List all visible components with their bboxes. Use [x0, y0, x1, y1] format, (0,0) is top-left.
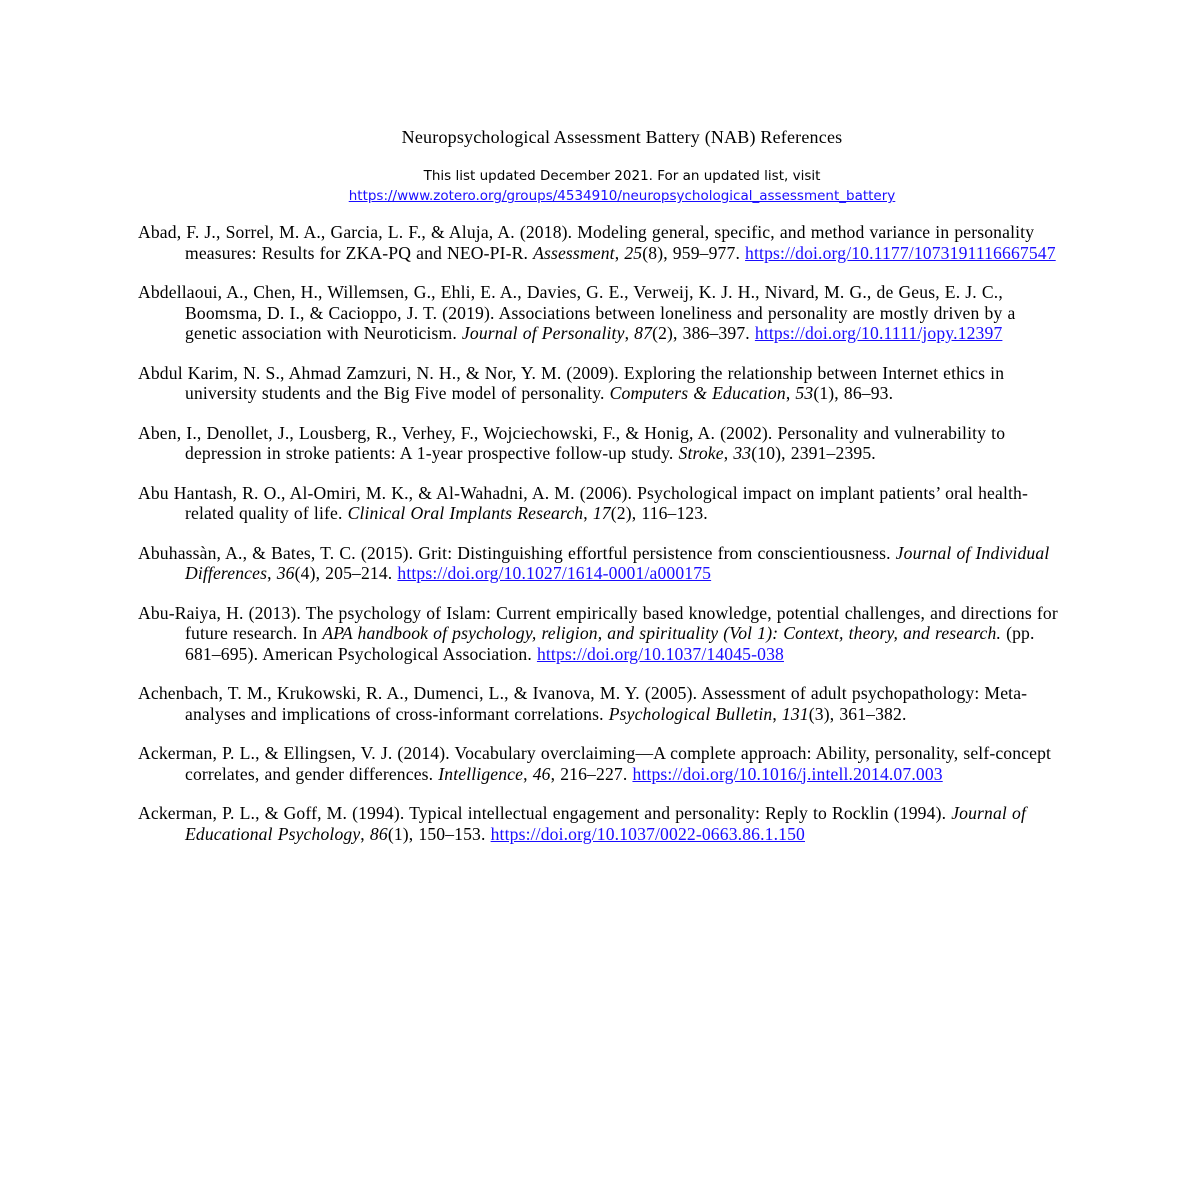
zotero-group-link[interactable]: https://www.zotero.org/groups/4534910/neuropsychological_assessment_battery	[348, 188, 896, 204]
reference-doi-link[interactable]: https://doi.org/10.1111/jopy.12397	[754, 323, 1003, 343]
reference-item: Abu Hantash, R. O., Al-Omiri, M. K., & Al-Wahadni, A. M. (2006). Psychological impact on implant patients’ oral health-related quality of life. Clinical Oral Implants Research, 17(2), 116–123.	[138, 482, 1028, 523]
reference-details: (4), 205–214.	[294, 563, 398, 583]
reference-doi-link[interactable]: https://doi.org/10.1016/j.intell.2014.07.003	[632, 763, 943, 784]
reference-doi-link[interactable]: https://doi.org/10.1177/1073191116667547	[745, 242, 1056, 263]
reference-item	[138, 603, 1062, 665]
reference-source: Intelligence	[438, 763, 524, 784]
reference-source: Journal of Personality	[461, 323, 625, 343]
reference-details: (1), 150–153.	[387, 823, 491, 844]
reference-details: (2), 386–397.	[652, 323, 755, 343]
reference-details: , 216–227.	[550, 763, 633, 784]
reference-list	[138, 222, 1062, 863]
reference-citation: Abdellaoui, A., Chen, H., Willemsen, G., Ehli, E. A., Davies, G. E., Verweij, K. J. H., Nivard, M. G., de Geus, E. J. C., Boomsma, D. I., & Cacioppo, J. T. (2019). Associations between loneliness and personality are mostly driven by a genetic association with Neuroticism.	[138, 282, 1016, 343]
reference-source: Clinical Oral Implants Research	[347, 503, 584, 523]
reference-details: (10), 2391–2395.	[751, 443, 876, 463]
reference-item: Ackerman, P. L., & Goff, M. (1994). Typical intellectual engagement and personality: Reply to Rocklin (1994). Journal of Educational Psychology, 86(1), 150–153. https://doi.org/10.1037/0022-0663.86.1.150	[138, 803, 1027, 844]
reference-citation: Abdul Karim, N. S., Ahmad Zamzuri, N. H., & Nor, Y. M. (2009). Exploring the relationship between Internet ethics in university students and the Big Five model of personality.	[138, 362, 1005, 403]
update-note	[0, 166, 1200, 206]
reference-source: Journal of Individual Differences	[185, 542, 1050, 583]
reference-citation: Abuhassàn, A., & Bates, T. C. (2015). Grit: Distinguishing effortful persistence from conscientiousness.	[138, 542, 896, 563]
reference-item: Abdellaoui, A., Chen, H., Willemsen, G., Ehli, E. A., Davies, G. E., Verweij, K. J. H., Nivard, M. G., de Geus, E. J. C., Boomsma, D. I., & Cacioppo, J. T. (2019). Associations between loneliness and personality are mostly driven by a genetic association with Neuroticism. Journal of Personality, 87(2), 386–397. https://doi.org/10.1111/jopy.12397	[138, 282, 1016, 343]
reference-item: Aben, I., Denollet, J., Lousberg, R., Verhey, F., Wojciechowski, F., & Honig, A. (2002). Personality and vulnerability to depression in stroke patients: A 1-year prospective follow-up study. Stroke, 33(10), 2391–2395.	[138, 422, 1006, 463]
reference-details: (pp. 681–695). American Psychological Association.	[185, 623, 1035, 664]
reference-citation: Ackerman, P. L., & Ellingsen, V. J. (2014). Vocabulary overclaiming—A complete approach: Ability, personality, self-concept correlates, and gender differences.	[138, 743, 1052, 784]
page-title: Neuropsychological Assessment Battery (NAB) References	[401, 127, 843, 147]
reference-volume: 17	[592, 503, 611, 523]
reference-citation: Abad, F. J., Sorrel, M. A., Garcia, L. F., & Aluja, A. (2018). Modeling general, specific, and method variance in personality measures: Results for ZKA-PQ and NEO-PI-R.	[138, 222, 1035, 263]
reference-doi-link[interactable]: https://doi.org/10.1027/1614-0001/a000175	[397, 563, 712, 583]
reference-volume: 87	[634, 323, 653, 343]
reference-citation: Abu-Raiya, H. (2013). The psychology of Islam: Current empirically based knowledge, potential challenges, and directions for future research. In	[138, 602, 1058, 643]
reference-item: Abad, F. J., Sorrel, M. A., Garcia, L. F., & Aluja, A. (2018). Modeling general, specific, and method variance in personality measures: Results for ZKA-PQ and NEO-PI-R. Assessment, 25(8), 959–977. https://doi.org/10.1177/1073191116667547	[138, 222, 1056, 263]
reference-item: Abuhassàn, A., & Bates, T. C. (2015). Grit: Distinguishing effortful persistence from conscientiousness. Journal of Individual Differences, 36(4), 205–214. https://doi.org/10.1027/1614-0001/a000175	[138, 542, 1050, 583]
reference-details: (2), 116–123.	[610, 503, 708, 523]
reference-details: (8), 959–977.	[642, 242, 746, 263]
reference-doi-link[interactable]: https://doi.org/10.1037/14045-038	[536, 643, 784, 664]
reference-item: Abdul Karim, N. S., Ahmad Zamzuri, N. H., & Nor, Y. M. (2009). Exploring the relationship between Internet ethics in university students and the Big Five model of personality. Computers & Education, 53(1), 86–93.	[138, 362, 1005, 403]
reference-citation: Ackerman, P. L., & Goff, M. (1994). Typical intellectual engagement and personality: Reply to Rocklin (1994).	[138, 803, 952, 823]
reference-source: Psychological Bulletin	[608, 703, 773, 724]
reference-item: Ackerman, P. L., & Ellingsen, V. J. (2014). Vocabulary overclaiming—A complete approach: Ability, personality, self-concept correlates, and gender differences. Intelligence, 46, 216–227. https://doi.org/10.1016/j.intell.2014.07.003	[138, 743, 1052, 784]
update-note-text: This list updated December 2021. For an updated list, visit	[423, 168, 821, 184]
reference-source: APA handbook of psychology, religion, and spirituality (Vol 1): Context, theory, and research.	[322, 623, 1002, 643]
reference-source: Assessment	[533, 242, 615, 263]
reference-citation: Aben, I., Denollet, J., Lousberg, R., Verhey, F., Wojciechowski, F., & Honig, A. (2002). Personality and vulnerability to depression in stroke patients: A 1-year prospective follow-up study.	[138, 422, 1006, 463]
reference-citation: Abu Hantash, R. O., Al-Omiri, M. K., & Al-Wahadni, A. M. (2006). Psychological impact on implant patients’ oral health-related quality of life.	[138, 482, 1028, 523]
reference-volume: 131	[781, 703, 809, 724]
reference-citation: Achenbach, T. M., Krukowski, R. A., Dumenci, L., & Ivanova, M. Y. (2005). Assessment of adult psychopathology: Meta-analyses and implications of cross-informant correlations.	[138, 683, 1028, 724]
reference-source: Journal of Educational Psychology	[185, 803, 1027, 844]
reference-details: (3), 361–382.	[808, 703, 907, 724]
reference-volume: 46	[532, 763, 551, 784]
reference-volume: 36	[276, 563, 295, 583]
reference-doi-link[interactable]: https://doi.org/10.1037/0022-0663.86.1.150	[490, 823, 805, 844]
reference-source: Computers & Education	[609, 383, 786, 403]
reference-volume: 25	[624, 242, 643, 263]
reference-volume: 53	[795, 383, 814, 403]
reference-source: Stroke	[678, 443, 724, 463]
reference-details: (1), 86–93.	[813, 383, 894, 403]
reference-item: Achenbach, T. M., Krukowski, R. A., Dumenci, L., & Ivanova, M. Y. (2005). Assessment of adult psychopathology: Meta-analyses and implications of cross-informant correlations. Psychological Bulletin, 131(3), 361–382.	[138, 683, 1028, 724]
reference-volume: 86	[369, 823, 388, 844]
reference-volume: 33	[733, 443, 752, 463]
